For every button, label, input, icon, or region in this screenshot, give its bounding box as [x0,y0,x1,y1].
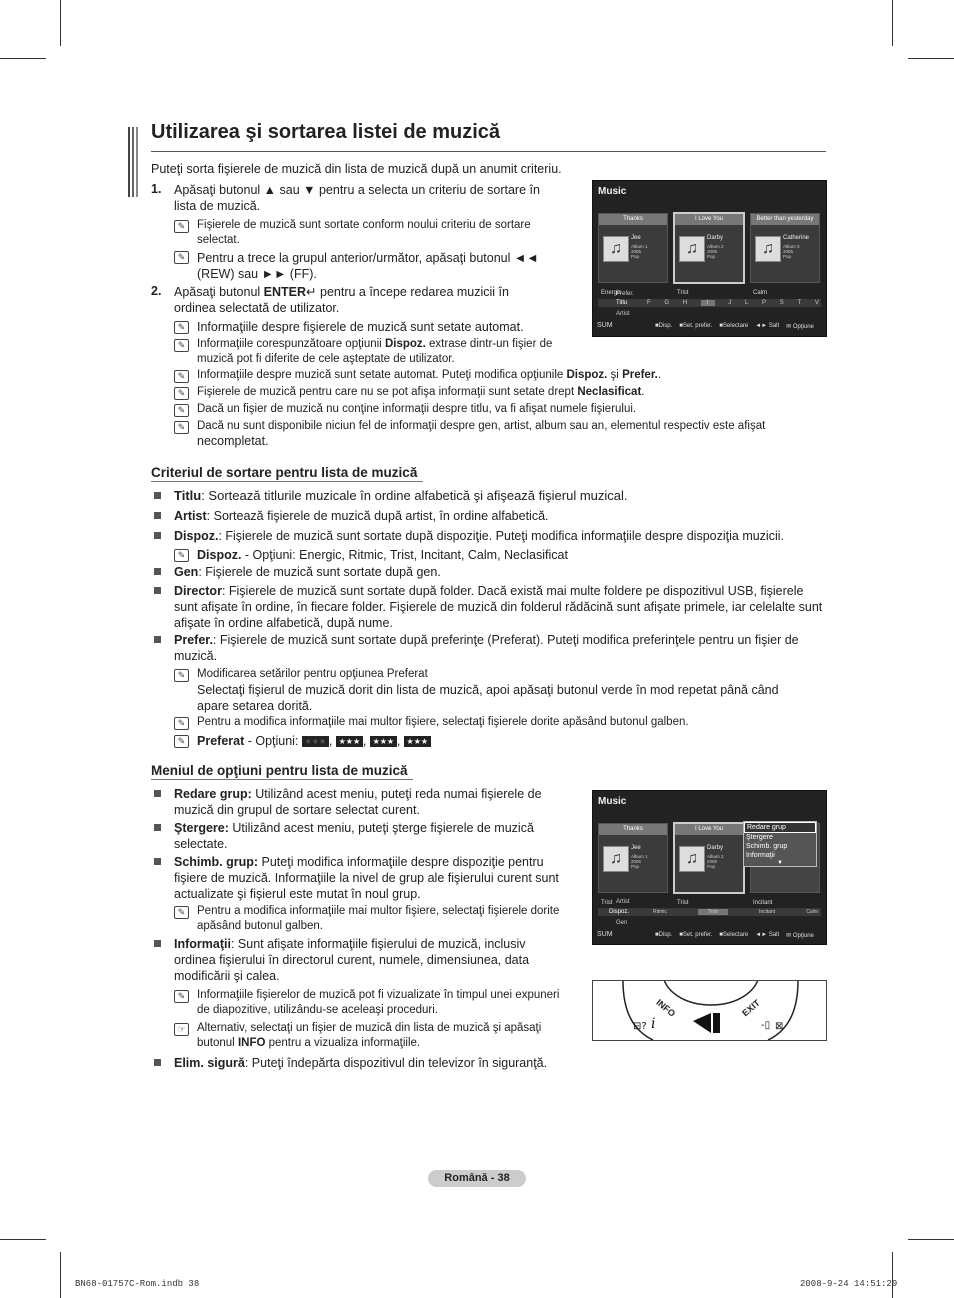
note-line: Pentru a trece la grupul anterior/următor, apăsaţi butonul ◄◄ [197,251,539,265]
key-label: Selectare [722,932,749,938]
section-heading: Criteriul de sortare pentru lista de muzică [151,465,418,480]
note-part: necompletat. [197,434,269,448]
music-note-icon: ♫ [603,846,629,872]
card-mood: Incitant [753,900,773,906]
sort-current: Dispoz. [609,909,630,915]
key-disp: ■Disp. [655,932,673,938]
key-select: ■Selectare [719,323,749,329]
music-card-selected[interactable] [673,212,745,296]
letter: T [797,300,802,306]
note-part: şi [607,369,623,381]
key-option: ✉ Opţiune [786,933,814,939]
note-icon: ✎ [174,990,189,1003]
title-rule [151,151,826,152]
step2-text [174,284,574,316]
desc: : Fişierele de muzică sunt sortate după folder. Dacă există mai multe foldere pe dispozitivul USB, fişierele [221,584,804,598]
note-line: (REW) sau ►► (FF). [197,267,317,281]
desc: Alternativ, selectaţi un fişier de muzică din lista de muzică şi apăsaţi [197,1022,542,1034]
key-label: Set. prefer. [682,323,713,329]
music-card[interactable] [750,213,820,296]
pref-note1: Modificarea setărilor pentru opţiunea Preferat [197,668,428,680]
card-meta: Album 2 2005 Pop [707,244,724,259]
bullet-icon [154,824,161,831]
section-heading: Meniul de opţiuni pentru lista de muzică [151,763,408,778]
menu-item-schimb-grup[interactable]: Schimb. grup [746,843,788,850]
note-part: . [641,386,645,398]
music-card-selected[interactable] [673,822,745,906]
desc: de diapozitive, utilizându-se aceleaşi proceduri. [197,1004,439,1016]
desc: Puteţi modifica informaţiile despre dispoziţie pentru [258,855,544,869]
key-jump: ◄► Salt [755,323,780,329]
card-artist: Jee [631,235,641,241]
inf-note2 [197,1021,577,1051]
desc: Utilizând acest meniu, puteţi şterge fişierele de muzică [228,821,534,835]
tab[interactable]: Incitant [758,909,776,915]
key-label: Disp. [658,932,673,938]
letter: S [779,300,784,306]
step1-line2: lista de muzică. [174,199,261,213]
card-mood: Calm [753,290,768,296]
key-disp: ■Disp. [655,323,673,329]
term: Dispoz. [174,529,219,543]
note-icon: ✎ [174,421,189,434]
note-icon: ✎ [174,321,189,334]
term: INFO [237,1037,266,1049]
desc: butonul [197,1037,238,1049]
sort-artist [174,508,549,524]
term: Ştergere: [174,821,229,835]
music-note-icon: ♫ [755,236,781,262]
sort-above: Prefer. [616,291,634,297]
stars-3: ★★★ [404,736,431,747]
sort-below: Gen [616,920,628,926]
music-note-icon: ♫ [603,236,629,262]
desc: apare setarea dorită. [197,699,313,713]
card-artist: Jee [631,845,641,851]
opt-redare-grup [174,786,574,818]
desc: sunt afişate în ordine, în fiecare folder. Fişierele de muzică din folderul rădăcină sunt afişate primele, iar celelalte sunt [174,600,823,614]
desc: : Fişierele de muzică sunt sortate după gen. [198,565,441,579]
letter: L [744,300,749,306]
desc: apăsând butonul galben. [197,920,323,932]
bullet-icon [154,512,161,519]
remote-drawing [593,981,826,1040]
crop-mark [908,1239,954,1240]
card-title: I Love You [675,214,743,225]
desc: selectate. [174,837,228,851]
sort-director [174,583,829,631]
pref-note1-body [197,682,817,714]
stars-1: ★★★ [336,736,363,747]
crop-mark [0,1239,46,1240]
tv-music-screen [592,180,827,337]
key-label: Disp. [658,323,673,329]
desc: Utilizând acest meniu, puteţi reda numai fişierele de [251,787,542,801]
note-icon: ✎ [174,549,189,562]
stars-2: ★★★ [370,736,397,747]
desc: muzică din grupul de sortare selectat curent. [174,803,420,817]
note-part: extrase dintr-un fişier de [425,338,553,350]
desc: : Fişierele de muzică sunt sortate după dispoziţie. Puteţi modifica informaţiile despre dispoziţia muzicii. [218,529,784,543]
page-title: Utilizarea şi sortarea listei de muzică [151,121,501,143]
letter: H [682,300,688,306]
sg-note [197,904,577,934]
key-jump: ◄► Salt [755,932,780,938]
exit-button-label: EXIT [740,997,762,1019]
note-part: Informaţiile corespunzătoare opţiunii [197,338,385,350]
note-line: selectat. [197,234,240,246]
note-icon: ✎ [174,906,189,919]
stars-0: ★★★ [302,736,329,747]
dispoz-note [197,547,568,563]
step2-line2: ordinea selectată de utilizator. [174,301,340,315]
note-bold: Prefer. [622,369,658,381]
step-number: 1. [151,182,162,196]
card-title: Thanks [599,824,667,835]
bullet-icon [154,532,161,539]
note-icon: ✎ [174,339,189,352]
note-icon: ✎ [174,669,189,682]
note-icon: ✎ [174,717,189,730]
letter-index[interactable] [647,300,819,306]
options-menu[interactable] [743,821,817,867]
step2-pre: Apăsaţi butonul [174,285,264,299]
note-icon: ✎ [174,387,189,400]
svg-text:⊟?: ⊟? [633,1021,647,1032]
card-artist: Catherine [783,235,810,241]
note-bold: Neclasificat [577,386,642,398]
letter: F [647,300,651,306]
term: Prefer. [174,633,213,647]
key-label: Opţiune [792,933,814,939]
key-label: Opţiune [792,324,814,330]
tab[interactable]: Calm [806,909,818,915]
note-icon: ✎ [174,370,189,383]
card-mood: Energic [601,290,622,296]
menu-item-informatii[interactable]: Informaţii [746,852,775,859]
note-part: Dacă nu sunt disponibile niciun fel de informaţii despre gen, artist, album sau an, elementul respectiv este afişat [197,420,766,432]
info-button-label: INFO [654,997,678,1019]
term: Artist [174,509,207,523]
step2-note6 [197,419,817,450]
desc: : Sunt afişate informaţiile fişierului de muzică, inclusiv [230,937,526,951]
step2-post: pentru a începe redarea muzicii în [316,285,509,299]
card-artist: Darby [707,845,724,851]
page-number-badge: Română - 38 [428,1170,526,1187]
bullet-icon [154,636,161,643]
card-title: Better than yesterday [751,214,819,225]
note-part: Fişierele de muzică pentru care nu se pot afişa informaţii sunt setate drept [197,386,578,398]
card-meta: Album 1 2005 Pop [631,854,648,869]
key-pref: ■Set. prefer. [679,932,713,938]
key-label: Selectare [722,323,749,329]
mood-tabs[interactable] [653,909,818,915]
card-title: I Love You [675,824,743,835]
desc: ordinea fişierului în directorul curent, numele, dimensiunea, data [174,953,530,967]
step2-note3 [197,368,661,383]
desc: fişiere de muzică. Informaţiile la nivel de grup ale fişierului curent sunt [174,871,559,885]
crop-mark [892,1252,893,1298]
footer-date: 2008-9-24 14:51:29 [800,1279,898,1289]
bullet-icon [154,940,161,947]
term: Gen [174,565,199,579]
bullet-icon [154,492,161,499]
opt-informatii [174,936,574,984]
bullet-icon [154,587,161,594]
step1-line1: Apăsaţi butonul ▲ sau ▼ pentru a selecta un criteriu de sortare în [174,183,540,197]
desc: actualizate şi fişierul este mutat în noul grup. [174,887,421,901]
term: Director [174,584,222,598]
note-part: . [657,369,662,381]
key-select: ■Selectare [719,932,749,938]
crop-mark [908,58,954,59]
tv-music-options-screen [592,790,827,945]
heading-underline [151,481,423,482]
opt-schimb-grup [174,854,584,902]
desc: - Opţiuni: Energic, Ritmic, Trist, Incitant, Calm, Neclasificat [241,548,568,562]
key-option: ✉ Opţiune [786,324,814,330]
letter: P [762,300,767,306]
desc: - Opţiuni: [244,734,299,748]
note-bold: Dispoz. [566,369,608,381]
note-line: Fişierele de muzică sunt sortate conform noului criteriu de sortare [197,219,531,231]
menu-item-redare-grup[interactable]: Redare grup [744,822,816,833]
opt-elim-sigura [174,1055,547,1071]
tv-title: Music [598,186,627,197]
note-part: Informaţiile despre muzică sunt setate automat. Puteţi modifica opţiunile [197,369,567,381]
step2-note1: Informaţiile despre fişierele de muzică sunt setate automat. [197,320,524,334]
footer-file: BN68-01757C-Rom.indb 38 [75,1279,200,1289]
title-decoration [128,127,140,197]
crop-mark [60,0,61,46]
menu-item-stergere[interactable]: Ştergere [746,834,773,841]
card-artist: Darby [707,235,724,241]
enter-label: ENTER [263,285,307,299]
step1-note2 [197,250,567,282]
svg-text:i: i [651,1016,656,1032]
letter: V [814,300,819,306]
music-note-icon: ♫ [679,846,705,872]
card-mood: Trist [677,900,689,906]
music-note-icon: ♫ [679,236,705,262]
sort-current: Titlu [616,300,628,306]
sum-label: SUM [597,322,613,329]
bullet-icon [154,568,161,575]
desc: : Sortează fişierele de muzică după artist, în ordine alfabetică. [206,509,549,523]
card-mood: Trist [601,900,613,906]
desc: afişate în ordine alfabetică, după nume. [174,616,393,630]
svg-text:⊠: ⊠ [775,1021,784,1032]
enter-icon: ↵ [306,285,317,299]
crop-mark [60,1252,61,1298]
tip-icon: ☞ [174,1023,189,1036]
sort-gen [174,564,441,580]
step1-text [174,182,574,214]
step2-note2 [197,337,577,367]
menu-scroll-down-icon[interactable]: ▼ [777,860,783,866]
note-icon: ✎ [174,404,189,417]
term: Informaţii [174,937,231,951]
crop-mark [0,58,46,59]
desc: pentru a vizualiza informaţiile. [265,1037,421,1049]
term: Schimb. grup: [174,855,259,869]
intro-text: Puteţi sorta fişierele de muzică din lista de muzică după un anumit criteriu. [151,162,562,176]
term: Preferat [197,734,245,748]
desc: Pentru a modifica informaţiile mai multor fişiere, selectaţi fişierele dorite [197,905,560,917]
note-part: muzică pot fi diferite de cele aşteptate de utilizator. [197,353,455,365]
note-icon: ✎ [174,220,189,233]
crop-mark [892,0,893,46]
card-meta: Album 1 2005 Pop [631,244,648,259]
card-meta: Album 3 2005 Pop [783,244,800,259]
note-icon: ✎ [174,251,189,264]
step2-note5: Dacă un fişier de muzică nu conţine informaţii despre titlu, va fi afişat numele fişierului. [197,403,637,415]
note-icon: ✎ [174,735,189,748]
inf-note1 [197,988,577,1018]
step-number: 2. [151,284,162,298]
desc: Informaţiile fişierelor de muzică pot fi vizualizate în timpul unei expuneri [197,989,560,1001]
desc: : Puteţi îndepărta dispozitivul din televizor în siguranţă. [244,1056,548,1070]
term: Redare grup: [174,787,252,801]
key-label: Salt [768,932,780,938]
sum-label: SUM [597,931,613,938]
term: Titlu [174,488,202,503]
sort-titlu [174,488,628,504]
key-label: Set. prefer. [682,932,713,938]
sort-above: Artist [616,899,630,905]
term: Elim. sigură [174,1056,245,1070]
tv-footer-keys [655,932,814,939]
bullet-icon [154,1059,161,1066]
step2-note4 [197,385,644,400]
desc: : Fişierele de muzică sunt sortate după preferinţe (Preferat). Puteţi modifica preferinţele pentru un fişier de [212,633,799,647]
key-pref: ■Set. prefer. [679,323,713,329]
remote-illustration [592,980,827,1041]
heading-underline [151,779,413,780]
bullet-icon [154,790,161,797]
card-title: Thanks [599,214,667,225]
letter: J [728,300,732,306]
card-meta: Album 2 2005 Pop [707,854,724,869]
tab[interactable]: Ritmic [653,909,667,915]
letter: I [701,300,715,306]
card-mood: Trist [677,290,689,296]
sort-dispoz [174,528,784,544]
letter: G [664,300,670,306]
term: Dispoz. [197,548,242,562]
sort-below: Artist [616,311,630,317]
desc: Selectaţi fişierul de muzică dorit din lista de muzică, apoi apăsaţi butonul verde în mod repetat până când [197,683,779,697]
desc: modificării şi calea. [174,969,280,983]
note-bold: Dispoz. [384,338,426,350]
tv-footer-keys [655,323,814,330]
pref-note3: Preferat - Opţiuni: ★★★ , ★★★ , ★★★ , ★★★ [197,733,431,749]
tab[interactable]: Trist [698,909,728,915]
tv-title: Music [598,796,627,807]
desc: muzică. [174,649,218,663]
pref-note2: Pentru a modifica informaţiile mai multor fişiere, selectaţi fişierele dorite apăsând butonul galben. [197,716,689,728]
opt-stergere [174,820,574,852]
desc: : Sortează titlurile muzicale în ordine alfabetică şi afişează fişierul muzical. [201,488,628,503]
step1-note1 [197,218,567,248]
sort-prefer [174,632,834,664]
bullet-icon [154,858,161,865]
key-label: Salt [768,323,780,329]
svg-text:-▯: -▯ [761,1020,771,1031]
